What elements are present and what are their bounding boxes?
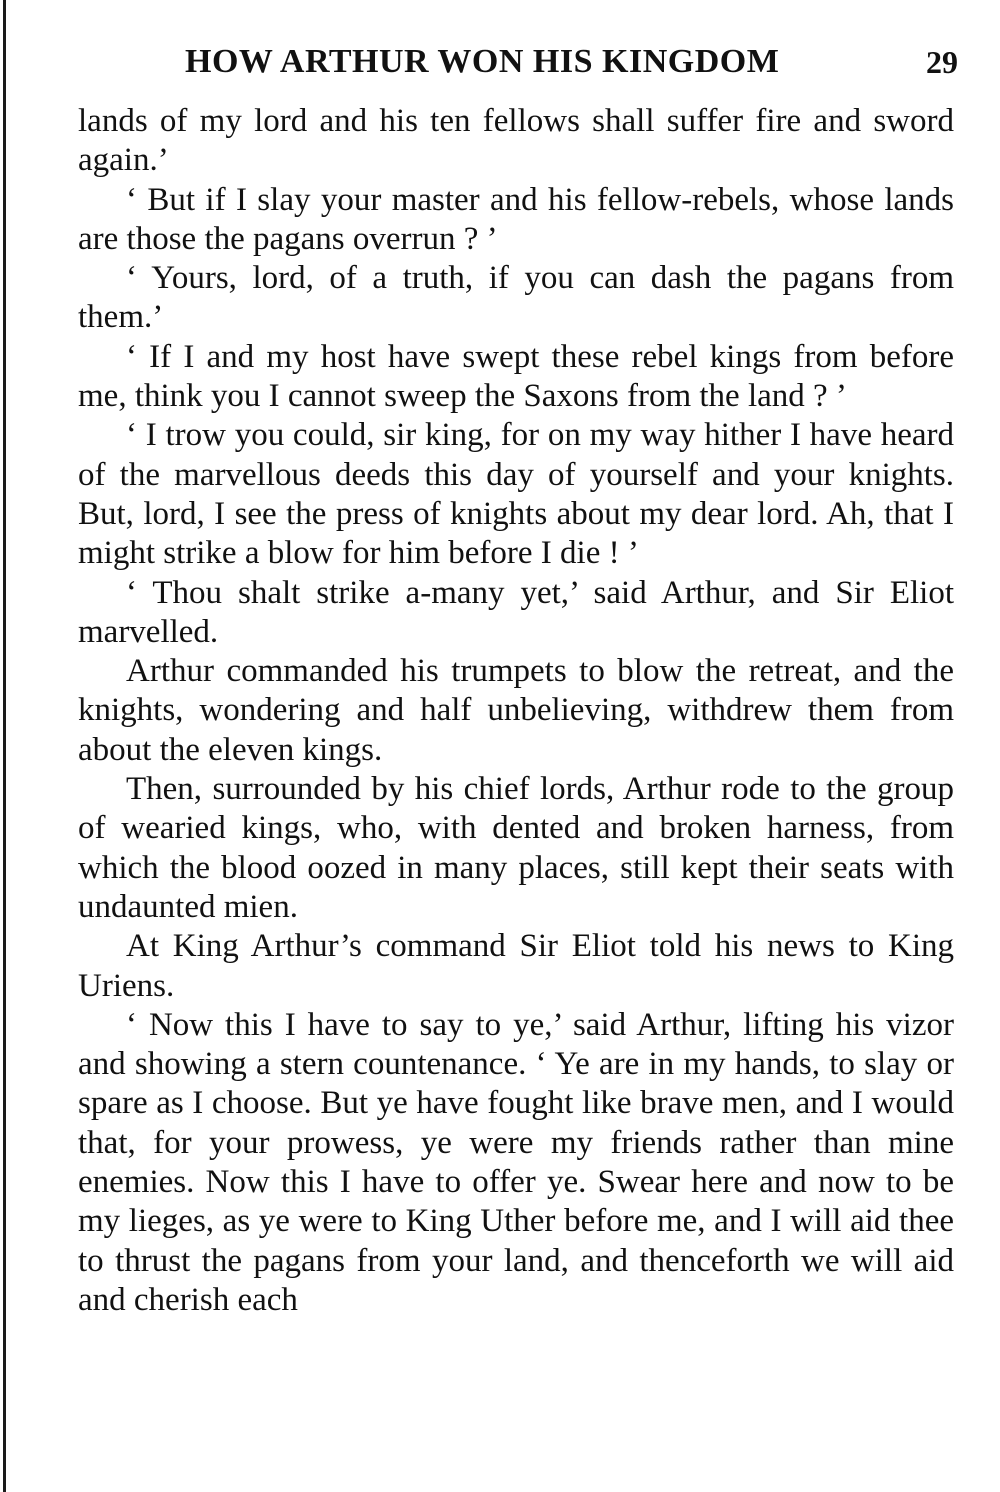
page-edge-shadow: [3, 0, 6, 1492]
paragraph: ‘ But if I slay your master and his fellow-rebels, whose lands are those the pagans overrun ? ’: [78, 181, 954, 257]
paragraph: ‘ If I and my host have swept these rebel kings from before me, think you I cannot sweep the Saxons from the land ? ’: [78, 338, 954, 415]
paragraph: Then, surrounded by his chief lords, Arthur rode to the group of wearied kings, who, with dented and broken harness, from which the blood oozed in many places, still kept their seats with undaunted mien.: [78, 771, 954, 925]
running-header: [80, 40, 960, 84]
paragraph: ‘ Now this I have to say to ye,’ said Arthur, lifting his vizor and showing a stern countenance. ‘ Ye are in my hands, to slay or spare as I choose. But ye have fought like brave men, and I would that, for your prowess, ye were my friends rather than mine enemies. Now this I have to offer ye. Swear here and now to be my lieges, as ye were to King Uther before me, and I will aid thee to thrust the pagans from your land, and thenceforth we will aid and cherish each: [78, 1006, 954, 1318]
paragraph: ‘ Yours, lord, of a truth, if you can dash the pagans from them.’: [78, 260, 954, 336]
paragraph: ‘ I trow you could, sir king, for on my way hither I have heard of the marvellous deeds this day of yourself and your knights. But, lord, I see the press of knights about my dear lord. Ah, that I might strike a blow for him before I die ! ’: [78, 417, 954, 572]
paragraph: ‘ Thou shalt strike a-many yet,’ said Arthur, and Sir Eliot marvelled.: [78, 574, 954, 650]
paragraph: At King Arthur’s command Sir Eliot told his news to King Uriens.: [78, 928, 954, 1004]
page-number: 29: [926, 44, 958, 80]
paragraph-continued: lands of my lord and his ten fellows shall suffer fire and sword again.’: [78, 103, 954, 179]
running-title: HOW ARTHUR WON HIS KINGDOM: [185, 43, 780, 80]
paragraph: Arthur commanded his trumpets to blow the retreat, and the knights, wondering and half unbelieving, withdrew them from about the eleven kings.: [78, 653, 954, 768]
body-text: [78, 102, 954, 1320]
